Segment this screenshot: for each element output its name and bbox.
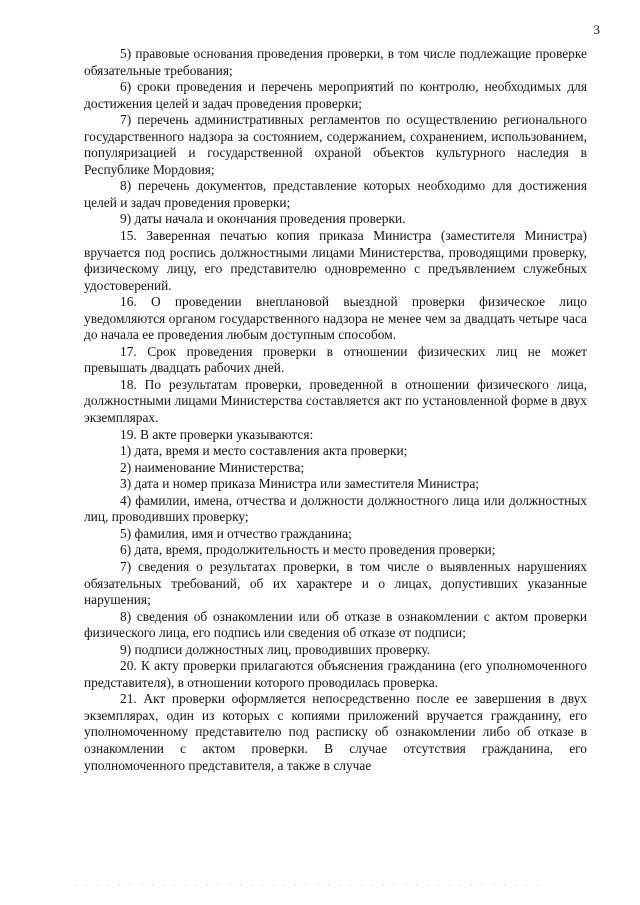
- paragraph-clause-15: 15. Заверенная печатью копия приказа Министра (заместителя Министра) вручается под роспись должностными лицами Министерства, проводящими проверку, физическому лицу, его представителю одновременно с предъявлением служебных удостоверений.: [84, 228, 587, 293]
- paragraph-clause-17: 17. Срок проведения проверки в отношении физических лиц не может превышать двадцать рабочих дней.: [84, 343, 587, 376]
- paragraph-act-item-7: 7) сведения о результатах проверки, в том числе о выявленных нарушениях обязательных требований, об их характере и о лицах, допустивших указанные нарушения;: [84, 558, 587, 608]
- paragraph-act-item-9: 9) подписи должностных лиц, проводивших проверку.: [120, 641, 431, 657]
- paragraph-item-6-deadlines: 6) сроки проведения и перечень мероприятий по контролю, необходимых для достижения целей и задач проведения проверки;: [84, 79, 587, 111]
- paragraph-act-item-2: 2) наименование Министерства;: [120, 459, 305, 475]
- paragraph-clause-18: 18. По результатам проверки, проведенной в отношении физического лица, должностными лицами Министерства составляется акт по установленной форме в двух экземплярах.: [84, 376, 587, 426]
- paragraph-act-item-3: 3) дата и номер приказа Министра или заместителя Министра;: [120, 476, 480, 492]
- paragraph-item-7-regulations: 7) перечень административных регламентов по осуществлению регионального государственного надзора за состоянием, содержанием, сохранением, использованием, популяризацией и государственной охраной объектов культурного наследия в Республике Мордовия;: [84, 112, 587, 177]
- paragraph-item-5-legal-grounds: 5) правовые основания проведения проверки, в том числе подлежащие проверке обязательные требования;: [84, 46, 587, 78]
- paragraph-act-item-4: 4) фамилии, имена, отчества и должности должностного лица или должностных лиц, проводивших проверку;: [84, 492, 587, 525]
- document-body: [84, 46, 587, 774]
- paragraph-item-9-dates: 9) даты начала и окончания проведения проверки.: [120, 211, 406, 227]
- page-number: 3: [593, 22, 600, 37]
- paragraph-clause-20: 20. К акту проверки прилагаются объяснения гражданина (его уполномоченного представителя), в отношении которого проводилась проверка.: [84, 658, 587, 690]
- paragraph-act-item-8: 8) сведения об ознакомлении или об отказе в ознакомлении с актом проверки физического лица, его подпись или сведения об отказе от подписи;: [84, 608, 587, 641]
- paragraph-clause-19: 19. В акте проверки указываются:: [120, 426, 314, 442]
- paragraph-act-item-6: 6) дата, время, продолжительность и место проведения проверки;: [120, 542, 496, 558]
- paragraph-act-item-1: 1) дата, время и место составления акта проверки;: [120, 443, 408, 459]
- paragraph-item-8-documents: 8) перечень документов, представление которых необходимо для достижения целей и задач проведения проверки;: [84, 178, 587, 210]
- paragraph-act-item-5: 5) фамилия, имя и отчество гражданина;: [120, 525, 352, 541]
- paragraph-clause-16: 16. О проведении внеплановой выездной проверки физическое лицо уведомляются органом государственного надзора не менее чем за двадцать четыре часа до начала ее проведения любым доступным способом.: [84, 294, 587, 343]
- scan-artifact-dots: [70, 884, 540, 886]
- paragraph-clause-21: 21. Акт проверки оформляется непосредственно после ее завершения в двух экземплярах, один из которых с копиями приложений вручается гражданину, его уполномоченному представителю под расписку об ознакомлении либо об отказе в ознакомлении с актом проверки. В случае отсутствия гражданина, его уполномоченного представителя, а также в случае: [84, 691, 587, 773]
